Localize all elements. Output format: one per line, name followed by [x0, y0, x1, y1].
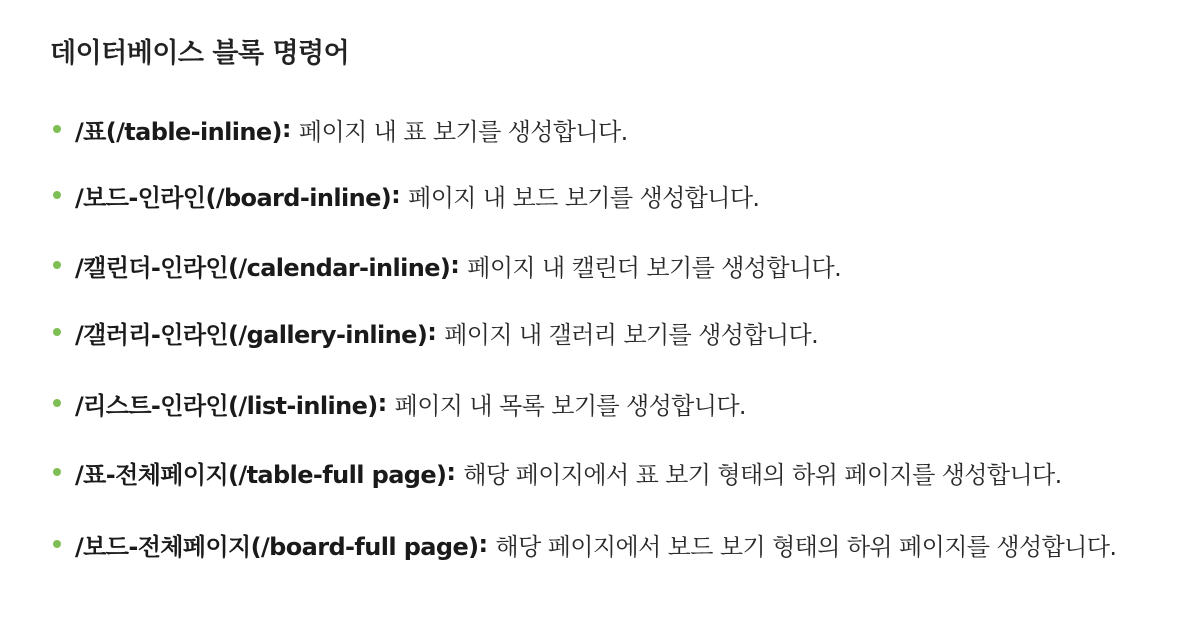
- list-item: [53, 315, 818, 349]
- section-heading: 데이터베이스 블록 명령어: [50, 38, 350, 69]
- list-item: [53, 386, 746, 420]
- colon-separator: :: [391, 181, 401, 209]
- command-name: /보드-전체페이지(/board-full page): [75, 532, 479, 561]
- bullet-icon: [53, 468, 61, 476]
- command-name: /리스트-인라인(/list-inline): [75, 391, 378, 420]
- bullet-icon: [53, 261, 61, 269]
- command-description: 페이지 내 목록 보기를 생성합니다.: [394, 391, 746, 420]
- list-item: [53, 455, 1062, 489]
- bullet-icon: [53, 125, 61, 133]
- colon-separator: :: [446, 458, 456, 486]
- command-name: /갤러리-인라인(/gallery-inline): [75, 320, 428, 349]
- command-description: 페이지 내 표 보기를 생성합니다.: [298, 117, 628, 146]
- command-name: /보드-인라인(/board-inline): [75, 183, 392, 212]
- command-name: /표-전체페이지(/table-full page): [75, 460, 447, 489]
- list-item: [53, 178, 759, 212]
- list-item: [53, 527, 1116, 561]
- command-description: 페이지 내 캘린더 보기를 생성합니다.: [467, 253, 842, 282]
- colon-separator: :: [450, 251, 460, 279]
- bullet-icon: [53, 399, 61, 407]
- command-description: 해당 페이지에서 보드 보기 형태의 하위 페이지를 생성합니다.: [495, 532, 1117, 561]
- command-name: /표(/table-inline): [75, 117, 282, 146]
- command-description: 페이지 내 갤러리 보기를 생성합니다.: [444, 320, 819, 349]
- colon-separator: :: [281, 115, 291, 143]
- colon-separator: :: [377, 389, 387, 417]
- command-description: 해당 페이지에서 표 보기 형태의 하위 페이지를 생성합니다.: [463, 460, 1062, 489]
- bullet-icon: [53, 540, 61, 548]
- bullet-icon: [53, 328, 61, 336]
- list-item: [53, 112, 628, 146]
- bullet-icon: [53, 191, 61, 199]
- list-item: [53, 248, 841, 282]
- command-description: 페이지 내 보드 보기를 생성합니다.: [408, 183, 760, 212]
- colon-separator: :: [478, 530, 488, 558]
- command-name: /캘린더-인라인(/calendar-inline): [75, 253, 451, 282]
- colon-separator: :: [427, 318, 437, 346]
